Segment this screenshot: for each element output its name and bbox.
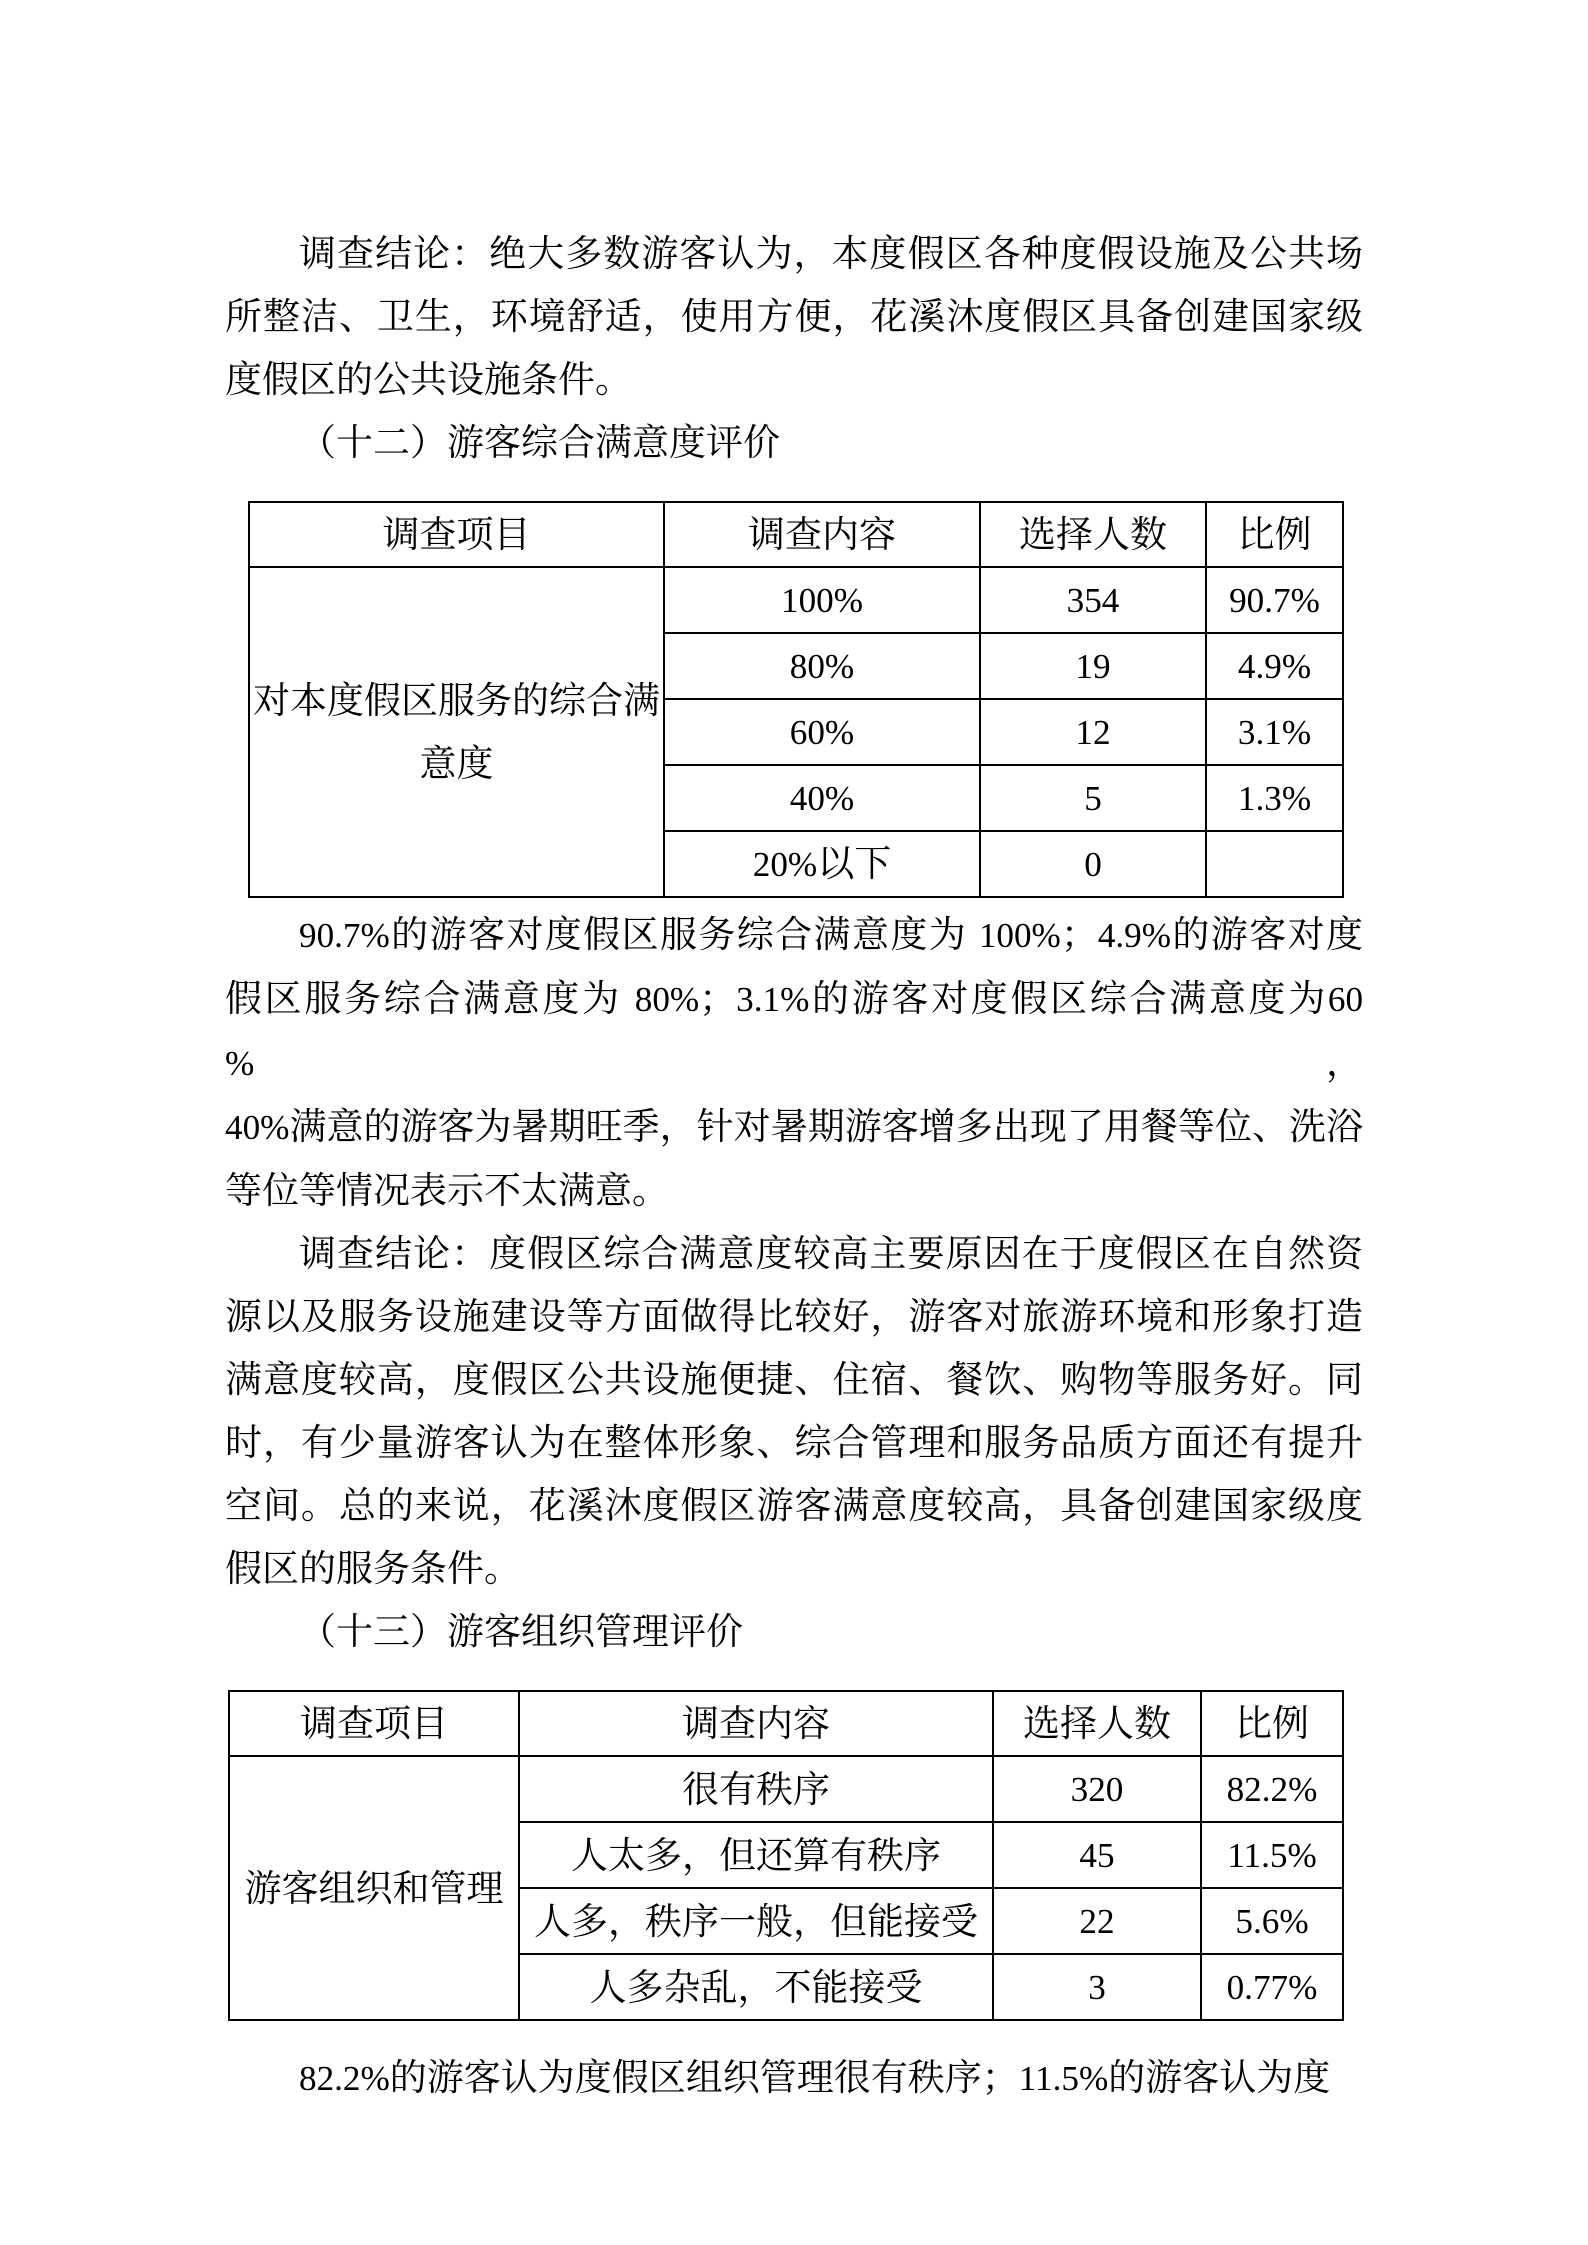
count-cell: 354 <box>980 567 1206 633</box>
content-cell: 100% <box>664 567 980 633</box>
text-line: 度假区的公共设施条件。 <box>225 359 632 400</box>
text-line: 假区服务综合满意度为 80%；3.1%的游客对度假区综合满意度为60 %， <box>225 978 1364 1083</box>
text-line: 等位等情况表示不太满意。 <box>225 1170 669 1211</box>
ratio-cell: 1.3% <box>1206 765 1343 831</box>
text-line: 调查结论：度假区综合满意度较高主要原因在于度假区在自然资 <box>299 1233 1363 1274</box>
survey-item-cell: 对本度假区服务的综合满意度 <box>249 567 664 897</box>
survey-item-cell: 游客组织和管理 <box>229 1756 519 2020</box>
heading-section-12: （十二）游客综合满意度评价 <box>299 422 780 463</box>
text-line: 90.7%的游客对度假区服务综合满意度为 100%；4.9%的游客对度 <box>299 914 1364 955</box>
text-line: 空间。总的来说，花溪沐度假区游客满意度较高，具备创建国家级度 <box>225 1485 1363 1526</box>
content-cell: 40% <box>664 765 980 831</box>
text-line: 调查结论：绝大多数游客认为，本度假区各种度假设施及公共场 <box>299 233 1363 274</box>
table-row <box>249 567 1343 633</box>
count-cell: 320 <box>993 1756 1201 1822</box>
col-header-survey-item: 调查项目 <box>229 1691 519 1756</box>
paragraph-satisfaction-stats <box>225 903 1363 1222</box>
text-line: 所整洁、卫生，环境舒适，使用方便，花溪沐度假区具备创建国家级 <box>225 296 1363 337</box>
ratio-cell: 82.2% <box>1201 1756 1343 1822</box>
col-header-survey-content: 调查内容 <box>519 1691 993 1756</box>
count-cell: 22 <box>993 1888 1201 1954</box>
table-header-row <box>229 1691 1343 1756</box>
col-header-survey-content: 调查内容 <box>664 502 980 567</box>
content-cell: 20%以下 <box>664 831 980 897</box>
ratio-cell: 4.9% <box>1206 633 1343 699</box>
count-cell: 3 <box>993 1954 1201 2020</box>
satisfaction-table <box>248 501 1344 898</box>
text-line: 源以及服务设施建设等方面做得比较好，游客对旅游环境和形象打造 <box>225 1296 1363 1337</box>
ratio-cell <box>1206 831 1343 897</box>
text-line: 时，有少量游客认为在整体形象、综合管理和服务品质方面还有提升 <box>225 1422 1363 1463</box>
text-line: 82.2%的游客认为度假区组织管理很有秩序；11.5%的游客认为度 <box>299 2057 1331 2098</box>
count-cell: 12 <box>980 699 1206 765</box>
ratio-cell: 0.77% <box>1201 1954 1343 2020</box>
paragraph-conclusion-facilities <box>225 222 1363 411</box>
content-cell: 很有秩序 <box>519 1756 993 1822</box>
count-cell: 0 <box>980 831 1206 897</box>
col-header-ratio: 比例 <box>1201 1691 1343 1756</box>
content-cell: 人多，秩序一般，但能接受 <box>519 1888 993 1954</box>
ratio-cell: 5.6% <box>1201 1888 1343 1954</box>
content-cell: 80% <box>664 633 980 699</box>
management-table <box>228 1690 1344 2021</box>
table-header-row <box>249 502 1343 567</box>
content-cell: 人太多，但还算有秩序 <box>519 1822 993 1888</box>
ratio-cell: 90.7% <box>1206 567 1343 633</box>
col-header-ratio: 比例 <box>1206 502 1343 567</box>
col-header-survey-item: 调查项目 <box>249 502 664 567</box>
table-row <box>229 1756 1343 1822</box>
ratio-cell: 11.5% <box>1201 1822 1343 1888</box>
text-line: 满意度较高，度假区公共设施便捷、住宿、餐饮、购物等服务好。同 <box>225 1359 1363 1400</box>
count-cell: 5 <box>980 765 1206 831</box>
count-cell: 45 <box>993 1822 1201 1888</box>
text-line: 假区的服务条件。 <box>225 1548 521 1589</box>
paragraph-conclusion-satisfaction <box>225 1222 1363 1600</box>
content-cell: 人多杂乱，不能接受 <box>519 1954 993 2020</box>
heading-section-13: （十三）游客组织管理评价 <box>299 1611 743 1652</box>
content-cell: 60% <box>664 699 980 765</box>
text-line: 40%满意的游客为暑期旺季，针对暑期游客增多出现了用餐等位、洗浴 <box>225 1106 1363 1147</box>
ratio-cell: 3.1% <box>1206 699 1343 765</box>
col-header-count: 选择人数 <box>980 502 1206 567</box>
paragraph-management-stats <box>225 2046 1363 2110</box>
col-header-count: 选择人数 <box>993 1691 1201 1756</box>
count-cell: 19 <box>980 633 1206 699</box>
